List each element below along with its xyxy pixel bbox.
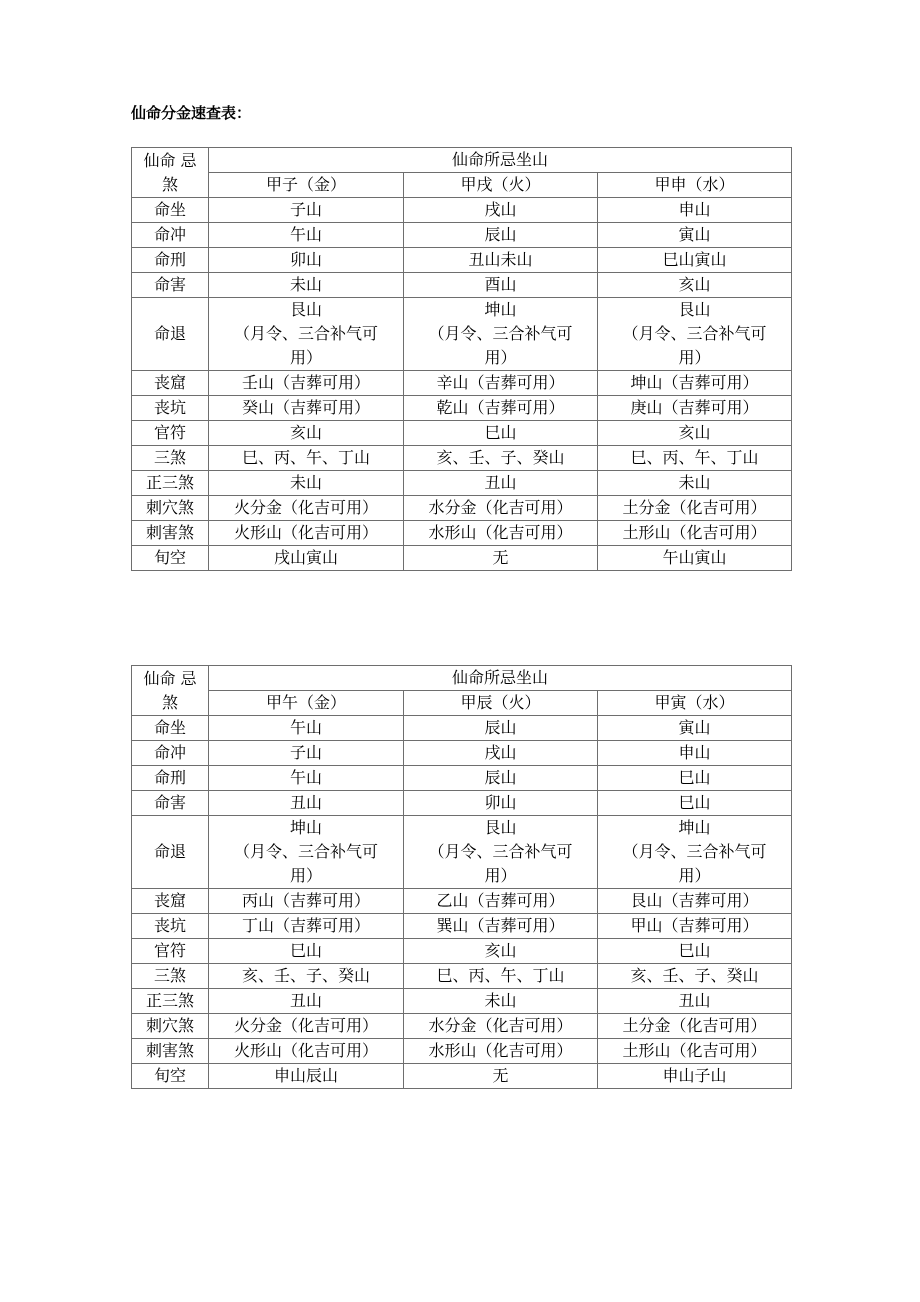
table-cell: 火形山（化吉可用）	[209, 1039, 404, 1064]
corner-header-line: 煞	[161, 692, 178, 712]
table-cell: 火分金（化吉可用）	[209, 496, 404, 521]
table-row	[132, 396, 792, 421]
table-cell	[209, 298, 404, 371]
row-label-cell: 刺害煞	[132, 521, 209, 546]
cell-line: 用）	[289, 866, 322, 885]
row-label-cell: 命退	[132, 298, 209, 371]
table-cell: 无	[404, 546, 598, 571]
cell-line: 艮山	[484, 818, 517, 837]
table-cell: 卯山	[404, 791, 598, 816]
header-row	[132, 148, 792, 173]
table-cell: 午山	[209, 223, 404, 248]
row-label-cell: 刺穴煞	[132, 496, 209, 521]
table-cell: 巳山	[404, 421, 598, 446]
table-cell: 未山	[598, 471, 792, 496]
row-label-cell: 丧坑	[132, 396, 209, 421]
table-cell: 丑山	[598, 989, 792, 1014]
column-header-cell: 甲辰（火）	[404, 691, 598, 716]
table-row	[132, 521, 792, 546]
table-cell: 癸山（吉葬可用）	[209, 396, 404, 421]
table-cell: 寅山	[598, 223, 792, 248]
table-cell: 辛山（吉葬可用）	[404, 371, 598, 396]
table-cell: 丑山	[209, 791, 404, 816]
table-row	[132, 446, 792, 471]
cell-line: （月令、三合补气可	[428, 842, 573, 861]
table-cell: 巳山	[209, 939, 404, 964]
column-header-cell: 甲午（金）	[209, 691, 404, 716]
cell-line: 用）	[484, 866, 517, 885]
column-header-cell: 甲子（金）	[209, 173, 404, 198]
table-cell	[404, 816, 598, 889]
table-cell: 无	[404, 1064, 598, 1089]
table-cell: 申山子山	[598, 1064, 792, 1089]
table-cell: 子山	[209, 741, 404, 766]
table-row	[132, 989, 792, 1014]
table-cell: 巳山	[598, 766, 792, 791]
table-cell: 巳、丙、午、丁山	[209, 446, 404, 471]
table-row	[132, 964, 792, 989]
table-cell: 子山	[209, 198, 404, 223]
cell-line: 艮山	[289, 300, 322, 319]
table-cell: 申山	[598, 741, 792, 766]
corner-header-line: 仙命 忌	[143, 668, 197, 688]
lookup-table-1	[131, 147, 792, 571]
column-header-cell: 甲申（水）	[598, 173, 792, 198]
table-cell: 甲山（吉葬可用）	[598, 914, 792, 939]
column-header-cell: 甲寅（水）	[598, 691, 792, 716]
table-cell: 乾山（吉葬可用）	[404, 396, 598, 421]
row-label-cell: 官符	[132, 421, 209, 446]
cell-line: 用）	[484, 348, 517, 367]
table-cell	[209, 816, 404, 889]
row-label-cell: 命冲	[132, 741, 209, 766]
table-cell: 丙山（吉葬可用）	[209, 889, 404, 914]
table-row	[132, 223, 792, 248]
column-header-cell: 甲戌（火）	[404, 173, 598, 198]
table-cell: 亥山	[598, 273, 792, 298]
header-row	[132, 666, 792, 691]
table-row	[132, 914, 792, 939]
row-label-cell: 旬空	[132, 1064, 209, 1089]
table-row	[132, 496, 792, 521]
table-cell: 土形山（化吉可用）	[598, 521, 792, 546]
table-cell: 土分金（化吉可用）	[598, 1014, 792, 1039]
table-row	[132, 741, 792, 766]
table-row	[132, 939, 792, 964]
corner-header-cell	[132, 148, 209, 198]
row-label-cell: 命退	[132, 816, 209, 889]
corner-header-line: 煞	[161, 174, 178, 194]
span-header-cell: 仙命所忌坐山	[209, 148, 792, 173]
table-cell	[404, 298, 598, 371]
table-cell: 未山	[404, 989, 598, 1014]
table-row	[132, 471, 792, 496]
table-row	[132, 421, 792, 446]
table-cell: 巳、丙、午、丁山	[598, 446, 792, 471]
table-cell: 辰山	[404, 766, 598, 791]
table-row	[132, 371, 792, 396]
table-cell: 巽山（吉葬可用）	[404, 914, 598, 939]
table-cell: 亥、壬、子、癸山	[209, 964, 404, 989]
cell-line: 坤山	[289, 818, 322, 837]
row-label-cell: 正三煞	[132, 471, 209, 496]
table-cell: 午山	[209, 766, 404, 791]
table-cell: 坤山（吉葬可用）	[598, 371, 792, 396]
row-label-cell: 官符	[132, 939, 209, 964]
table-cell: 丑山	[404, 471, 598, 496]
span-header-cell: 仙命所忌坐山	[209, 666, 792, 691]
row-label-cell: 三煞	[132, 964, 209, 989]
table-cell: 未山	[209, 273, 404, 298]
table-cell: 土分金（化吉可用）	[598, 496, 792, 521]
lookup-table-2	[131, 665, 792, 1089]
table-cell: 巳山寅山	[598, 248, 792, 273]
cell-line: （月令、三合补气可	[233, 842, 378, 861]
cell-line: 用）	[678, 348, 711, 367]
row-label-cell: 命刑	[132, 766, 209, 791]
table-cell: 巳山	[598, 791, 792, 816]
table-row	[132, 716, 792, 741]
table-cell: 午山	[209, 716, 404, 741]
table-row	[132, 1014, 792, 1039]
page-title: 仙命分金速查表：	[131, 104, 252, 122]
table-cell: 火形山（化吉可用）	[209, 521, 404, 546]
table-cell: 土形山（化吉可用）	[598, 1039, 792, 1064]
corner-header-cell	[132, 666, 209, 716]
table-cell: 壬山（吉葬可用）	[209, 371, 404, 396]
table-row	[132, 766, 792, 791]
table-cell: 亥、壬、子、癸山	[404, 446, 598, 471]
table-cell: 庚山（吉葬可用）	[598, 396, 792, 421]
row-label-cell: 丧坑	[132, 914, 209, 939]
row-label-cell: 命坐	[132, 198, 209, 223]
table-cell: 未山	[209, 471, 404, 496]
corner-header-line: 仙命 忌	[143, 150, 197, 170]
table-cell: 亥、壬、子、癸山	[598, 964, 792, 989]
cell-line: 坤山	[678, 818, 711, 837]
row-label-cell: 命坐	[132, 716, 209, 741]
table-cell: 丑山未山	[404, 248, 598, 273]
table-row	[132, 546, 792, 571]
table-cell	[598, 816, 792, 889]
cell-line: （月令、三合补气可	[622, 842, 767, 861]
cell-line: 艮山	[678, 300, 711, 319]
row-label-cell: 命害	[132, 791, 209, 816]
row-label-cell: 命刑	[132, 248, 209, 273]
table-cell: 亥山	[404, 939, 598, 964]
table-row	[132, 889, 792, 914]
table-row	[132, 298, 792, 371]
table-cell: 戌山寅山	[209, 546, 404, 571]
row-label-cell: 命冲	[132, 223, 209, 248]
table-cell: 火分金（化吉可用）	[209, 1014, 404, 1039]
table-cell: 亥山	[598, 421, 792, 446]
table-cell: 水分金（化吉可用）	[404, 496, 598, 521]
cell-line: （月令、三合补气可	[622, 324, 767, 343]
table-cell: 乙山（吉葬可用）	[404, 889, 598, 914]
table-cell: 艮山（吉葬可用）	[598, 889, 792, 914]
row-label-cell: 命害	[132, 273, 209, 298]
row-label-cell: 丧窟	[132, 889, 209, 914]
table-cell: 申山辰山	[209, 1064, 404, 1089]
table-row	[132, 1064, 792, 1089]
table-row	[132, 273, 792, 298]
table-cell: 辰山	[404, 223, 598, 248]
cell-line: 用）	[678, 866, 711, 885]
table-cell: 申山	[598, 198, 792, 223]
table-row	[132, 248, 792, 273]
row-label-cell: 正三煞	[132, 989, 209, 1014]
cell-line: 坤山	[484, 300, 517, 319]
table-cell: 寅山	[598, 716, 792, 741]
row-label-cell: 丧窟	[132, 371, 209, 396]
table-row	[132, 791, 792, 816]
table-cell: 巳山	[598, 939, 792, 964]
table-cell: 卯山	[209, 248, 404, 273]
table-cell: 丁山（吉葬可用）	[209, 914, 404, 939]
table-cell: 巳、丙、午、丁山	[404, 964, 598, 989]
table-cell: 丑山	[209, 989, 404, 1014]
table-cell: 午山寅山	[598, 546, 792, 571]
column-header-row	[132, 691, 792, 716]
table-cell	[598, 298, 792, 371]
cell-line: （月令、三合补气可	[428, 324, 573, 343]
row-label-cell: 刺害煞	[132, 1039, 209, 1064]
row-label-cell: 刺穴煞	[132, 1014, 209, 1039]
table-row	[132, 198, 792, 223]
table-cell: 戌山	[404, 198, 598, 223]
table-cell: 戌山	[404, 741, 598, 766]
cell-line: （月令、三合补气可	[233, 324, 378, 343]
table-cell: 辰山	[404, 716, 598, 741]
table-row	[132, 1039, 792, 1064]
column-header-row	[132, 173, 792, 198]
row-label-cell: 三煞	[132, 446, 209, 471]
row-label-cell: 旬空	[132, 546, 209, 571]
table-row	[132, 816, 792, 889]
table-cell: 亥山	[209, 421, 404, 446]
table-cell: 酉山	[404, 273, 598, 298]
table-cell: 水形山（化吉可用）	[404, 521, 598, 546]
table-cell: 水分金（化吉可用）	[404, 1014, 598, 1039]
table-cell: 水形山（化吉可用）	[404, 1039, 598, 1064]
cell-line: 用）	[289, 348, 322, 367]
